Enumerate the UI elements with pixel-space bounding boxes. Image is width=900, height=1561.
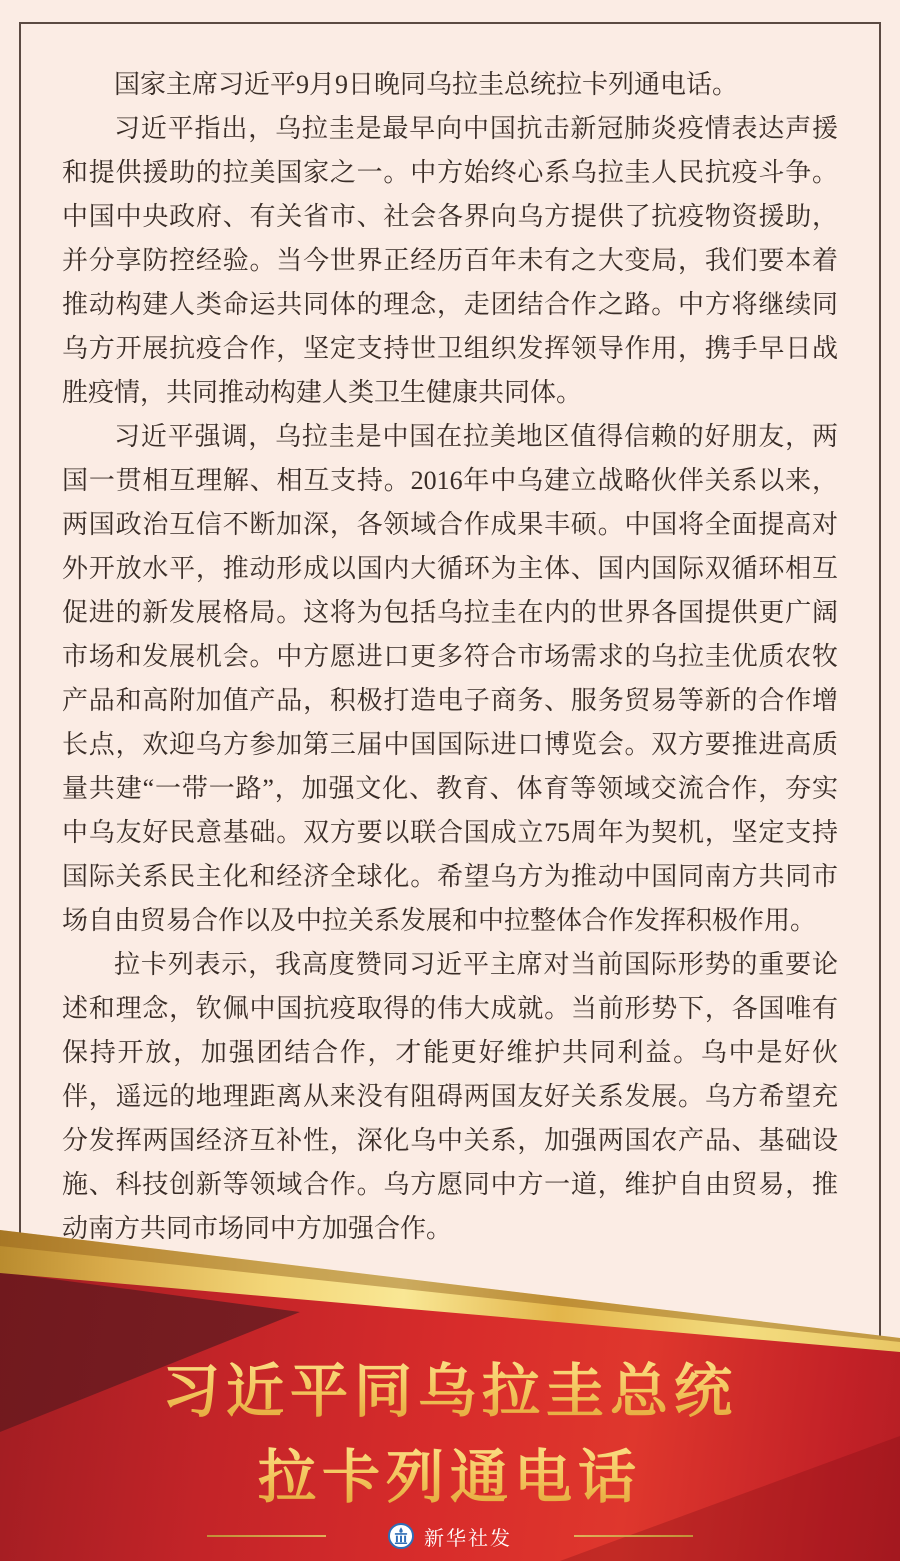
paragraph-lacalle-remarks: 拉卡列表示，我高度赞同习近平主席对当前国际形势的重要论述和理念，钦佩中国抗疫取得的伟大成就。当前形势下，各国唯有保持开放，加强团结合作，才能更好维护共同利益。乌中是好伙伴，遥远的地理距离从来没有阻碍两国友好关系发展。乌方希望充分发挥两国经济互补性，深化乌中关系，加强两国农产品、基础设施、科技创新等领域合作。乌方愿同中方一道，维护自由贸易，推动南方共同市场同中方加强合作。: [62, 950, 838, 1243]
xinhua-logo-icon: [388, 1523, 414, 1549]
paragraph-xi-remarks-2: 习近平强调，乌拉圭是中国在拉美地区值得信赖的好朋友，两国一贯相互理解、相互支持。2016年中乌建立战略伙伴关系以来，两国政治互信不断加深，各领域合作成果丰硕。中国将全面提高对外开放水平，推动形成以国内大循环为主体、国内国际双循环相互促进的新发展格局。这将为包括乌拉圭在内的世界各国提供更广阔市场和发展机会。中方愿进口更多符合市场需求的乌拉圭优质农牧产品和高附加值产品，积极打造电子商务、服务贸易等新的合作增长点，欢迎乌方参加第三届中国国际进口博览会。双方要推进高质量共建“一带一路”，加强文化、教育、体育等领域交流合作，夯实中乌友好民意基础。双方要以联合国成立75周年为契机，坚定支持国际关系民主化和经济全球化。希望乌方为推动中国同南方共同市场自由贸易合作以及中拉关系发展和中拉整体合作发挥积极作用。: [62, 422, 838, 935]
credit-divider-right: [574, 1535, 693, 1537]
paragraph-lead: 国家主席习近平9月9日晚同乌拉圭总统拉卡列通电话。: [114, 70, 739, 99]
article-body: [62, 63, 838, 1251]
banner-title: [0, 1349, 900, 1521]
banner-title-line-2: 拉卡列通电话: [0, 1435, 900, 1521]
banner-title-line-1: 习近平同乌拉圭总统: [0, 1349, 900, 1435]
credit-row: [0, 1520, 900, 1552]
credit-divider-left: [207, 1535, 326, 1537]
paragraph-xi-remarks-1: 习近平指出，乌拉圭是最早向中国抗击新冠肺炎疫情表达声援和提供援助的拉美国家之一。中方始终心系乌拉圭人民抗疫斗争。中国中央政府、有关省市、社会各界向乌方提供了抗疫物资援助，并分享防控经验。当今世界正经历百年未有之大变局，我们要本着推动构建人类命运共同体的理念，走团结合作之路。中方将继续同乌方开展抗疫合作，坚定支持世卫组织发挥领导作用，携手早日战胜疫情，共同推动构建人类卫生健康共同体。: [62, 114, 838, 407]
credit-label: 新华社发: [424, 1527, 512, 1550]
